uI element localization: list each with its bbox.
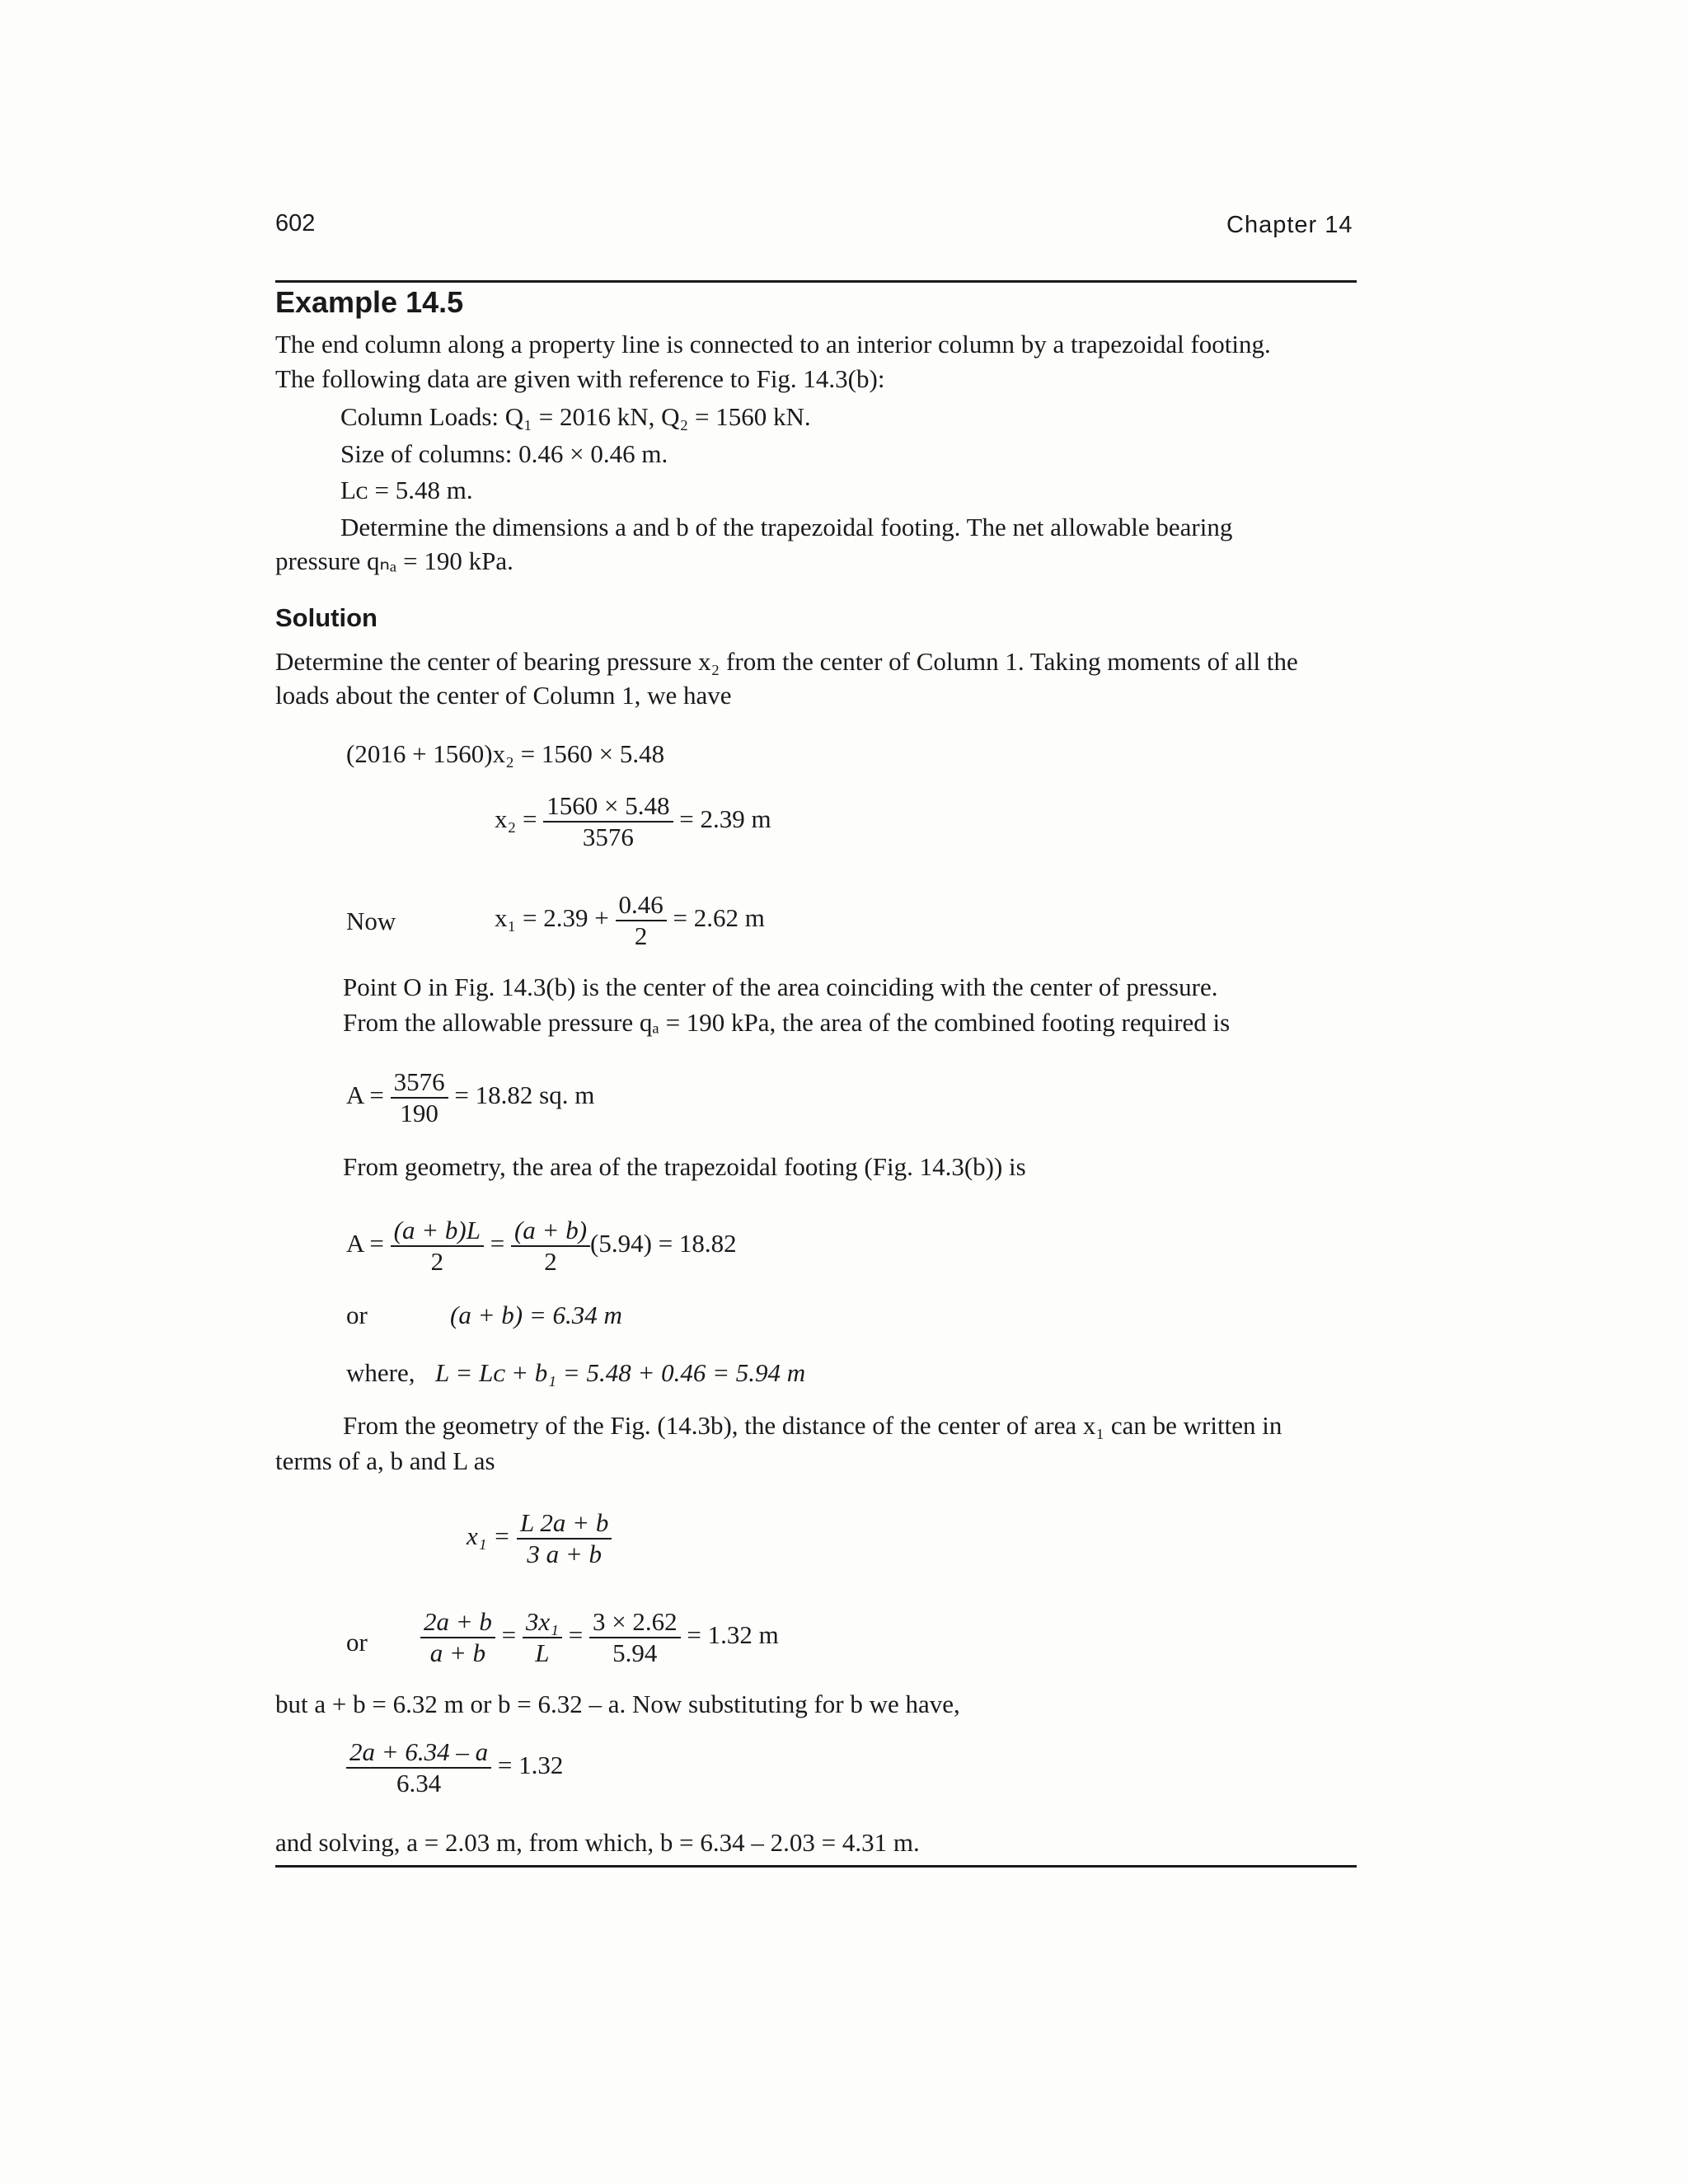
eq2-denominator: 3576 (582, 822, 634, 851)
eq9-rhs: = 1.32 m (687, 1619, 779, 1649)
equation-area (346, 1067, 594, 1127)
solution-title: Solution (275, 603, 377, 632)
eq3-numerator: 0.46 (616, 890, 667, 921)
column-loads: Column Loads: Q₁ = 2016 kN, Q₂ = 1560 kN. (340, 402, 811, 431)
eq9-numerator-3: 3 × 2.62 (589, 1607, 681, 1638)
eq2-rhs: = 2.39 m (679, 804, 771, 833)
intro-line-1: The end column along a property line is connected to an interior column by a trapezoidal footing. (275, 330, 1271, 359)
eq3-rhs: = 2.62 m (673, 902, 765, 932)
eq4-rhs: = 18.82 sq. m (454, 1080, 595, 1109)
eq9-fraction-1 (420, 1607, 495, 1667)
eq2-numerator: 1560 × 5.48 (543, 791, 673, 823)
or-label-1: or (346, 1301, 368, 1329)
eq4-numerator: 3576 (391, 1067, 448, 1099)
eq9-denominator-2: L (535, 1638, 550, 1667)
eq9-denominator-1: a + b (429, 1638, 486, 1667)
equation-moments: (2016 + 1560)x₂ = 1560 × 5.48 (346, 739, 665, 768)
eq10-rhs: = 1.32 (497, 1750, 564, 1779)
eq2-fraction (543, 791, 673, 851)
eq5-fraction-2 (511, 1216, 590, 1276)
determine-line-1: Determine the dimensions a and b of the trapezoidal footing. The net allowable bearing (340, 513, 1233, 541)
equation-trapezoid-area (346, 1216, 737, 1276)
solution-p2-line-2: From the allowable pressure qₐ = 190 kPa, the area of the combined footing required is (343, 1008, 1231, 1037)
now-label: Now (346, 907, 396, 935)
eq9-denominator-3: 5.94 (612, 1638, 658, 1667)
eq9-equals-1: = (501, 1619, 517, 1649)
solution-p1-line-2: loads about the center of Column 1, we have (275, 681, 732, 710)
equation-ratio (420, 1607, 779, 1667)
solution-p5: but a + b = 6.32 m or b = 6.32 – a. Now substituting for b we have, (275, 1690, 960, 1718)
eq3-lhs: x₁ = 2.39 + (495, 902, 609, 932)
eq3-denominator: 2 (634, 921, 648, 950)
solution-p2-line-1: Point O in Fig. 14.3(b) is the center of the area coinciding with the center of pressure. (343, 972, 1218, 1001)
equation-length: L = Lᴄ + b₁ = 5.48 + 0.46 = 5.94 m (435, 1358, 806, 1387)
eq9-fraction-2 (523, 1607, 562, 1667)
eq5-lhs: A = (346, 1228, 384, 1258)
eq9-fraction-3 (589, 1607, 681, 1667)
eq5-fraction-1 (391, 1216, 484, 1276)
eq4-denominator: 190 (400, 1098, 438, 1127)
solution-p3: From geometry, the area of the trapezoidal footing (Fig. 14.3(b)) is (343, 1152, 1026, 1181)
eq8-fraction (517, 1508, 612, 1568)
eq9-numerator-1: 2a + b (420, 1607, 495, 1638)
eq10-numerator: 2a + 6.34 – a (346, 1737, 491, 1769)
eq10-fraction (346, 1737, 491, 1797)
eq3-fraction (616, 890, 667, 950)
top-rule (275, 280, 1357, 283)
equation-substitution (346, 1737, 563, 1797)
solution-p1-line-1: Determine the center of bearing pressure x₂ from the center of Column 1. Taking moments of all the (275, 647, 1298, 676)
or-label-2: or (346, 1628, 368, 1657)
eq9-equals-2: = (568, 1619, 584, 1649)
eq5-denominator-1: 2 (430, 1246, 444, 1276)
column-size: Size of columns: 0.46 × 0.46 m. (340, 439, 668, 468)
determine-line-2: pressure qₙₐ = 190 kPa. (275, 546, 513, 575)
chapter-label: Chapter 14 (1226, 212, 1353, 238)
eq5-numerator-1: (a + b)L (391, 1216, 484, 1247)
where-label: where, (346, 1358, 415, 1387)
page-number: 602 (275, 210, 316, 237)
equation-sum: (a + b) = 6.34 m (450, 1301, 622, 1329)
eq5-rhs: (5.94) = 18.82 (590, 1228, 737, 1258)
eq10-denominator: 6.34 (396, 1768, 442, 1797)
eq8-numerator: L 2a + b (517, 1508, 612, 1540)
final-result: and solving, a = 2.03 m, from which, b = 6.34 – 2.03 = 4.31 m. (275, 1828, 920, 1857)
eq8-lhs: x₁ = (467, 1521, 511, 1550)
equation-centroid (467, 1508, 612, 1568)
eq5-mid: = (490, 1228, 505, 1258)
eq5-numerator-2: (a + b) (511, 1216, 590, 1247)
bottom-rule (275, 1865, 1357, 1868)
eq9-numerator-2: 3x₁ (523, 1607, 562, 1638)
eq8-denominator: 3 a + b (527, 1539, 602, 1568)
example-title: Example 14.5 (275, 285, 464, 319)
eq2-lhs: x₂ = (495, 804, 537, 833)
eq4-lhs: A = (346, 1080, 384, 1109)
lc-value: Lᴄ = 5.48 m. (340, 476, 473, 504)
solution-p4-line-1: From the geometry of the Fig. (14.3b), the distance of the center of area x₁ can be written in (343, 1411, 1282, 1440)
eq4-fraction (391, 1067, 448, 1127)
intro-line-2: The following data are given with reference to Fig. 14.3(b): (275, 364, 885, 393)
eq5-denominator-2: 2 (544, 1246, 557, 1276)
equation-x2 (495, 791, 771, 851)
solution-p4-line-2: terms of a, b and L as (275, 1446, 495, 1475)
equation-x1 (495, 890, 765, 950)
